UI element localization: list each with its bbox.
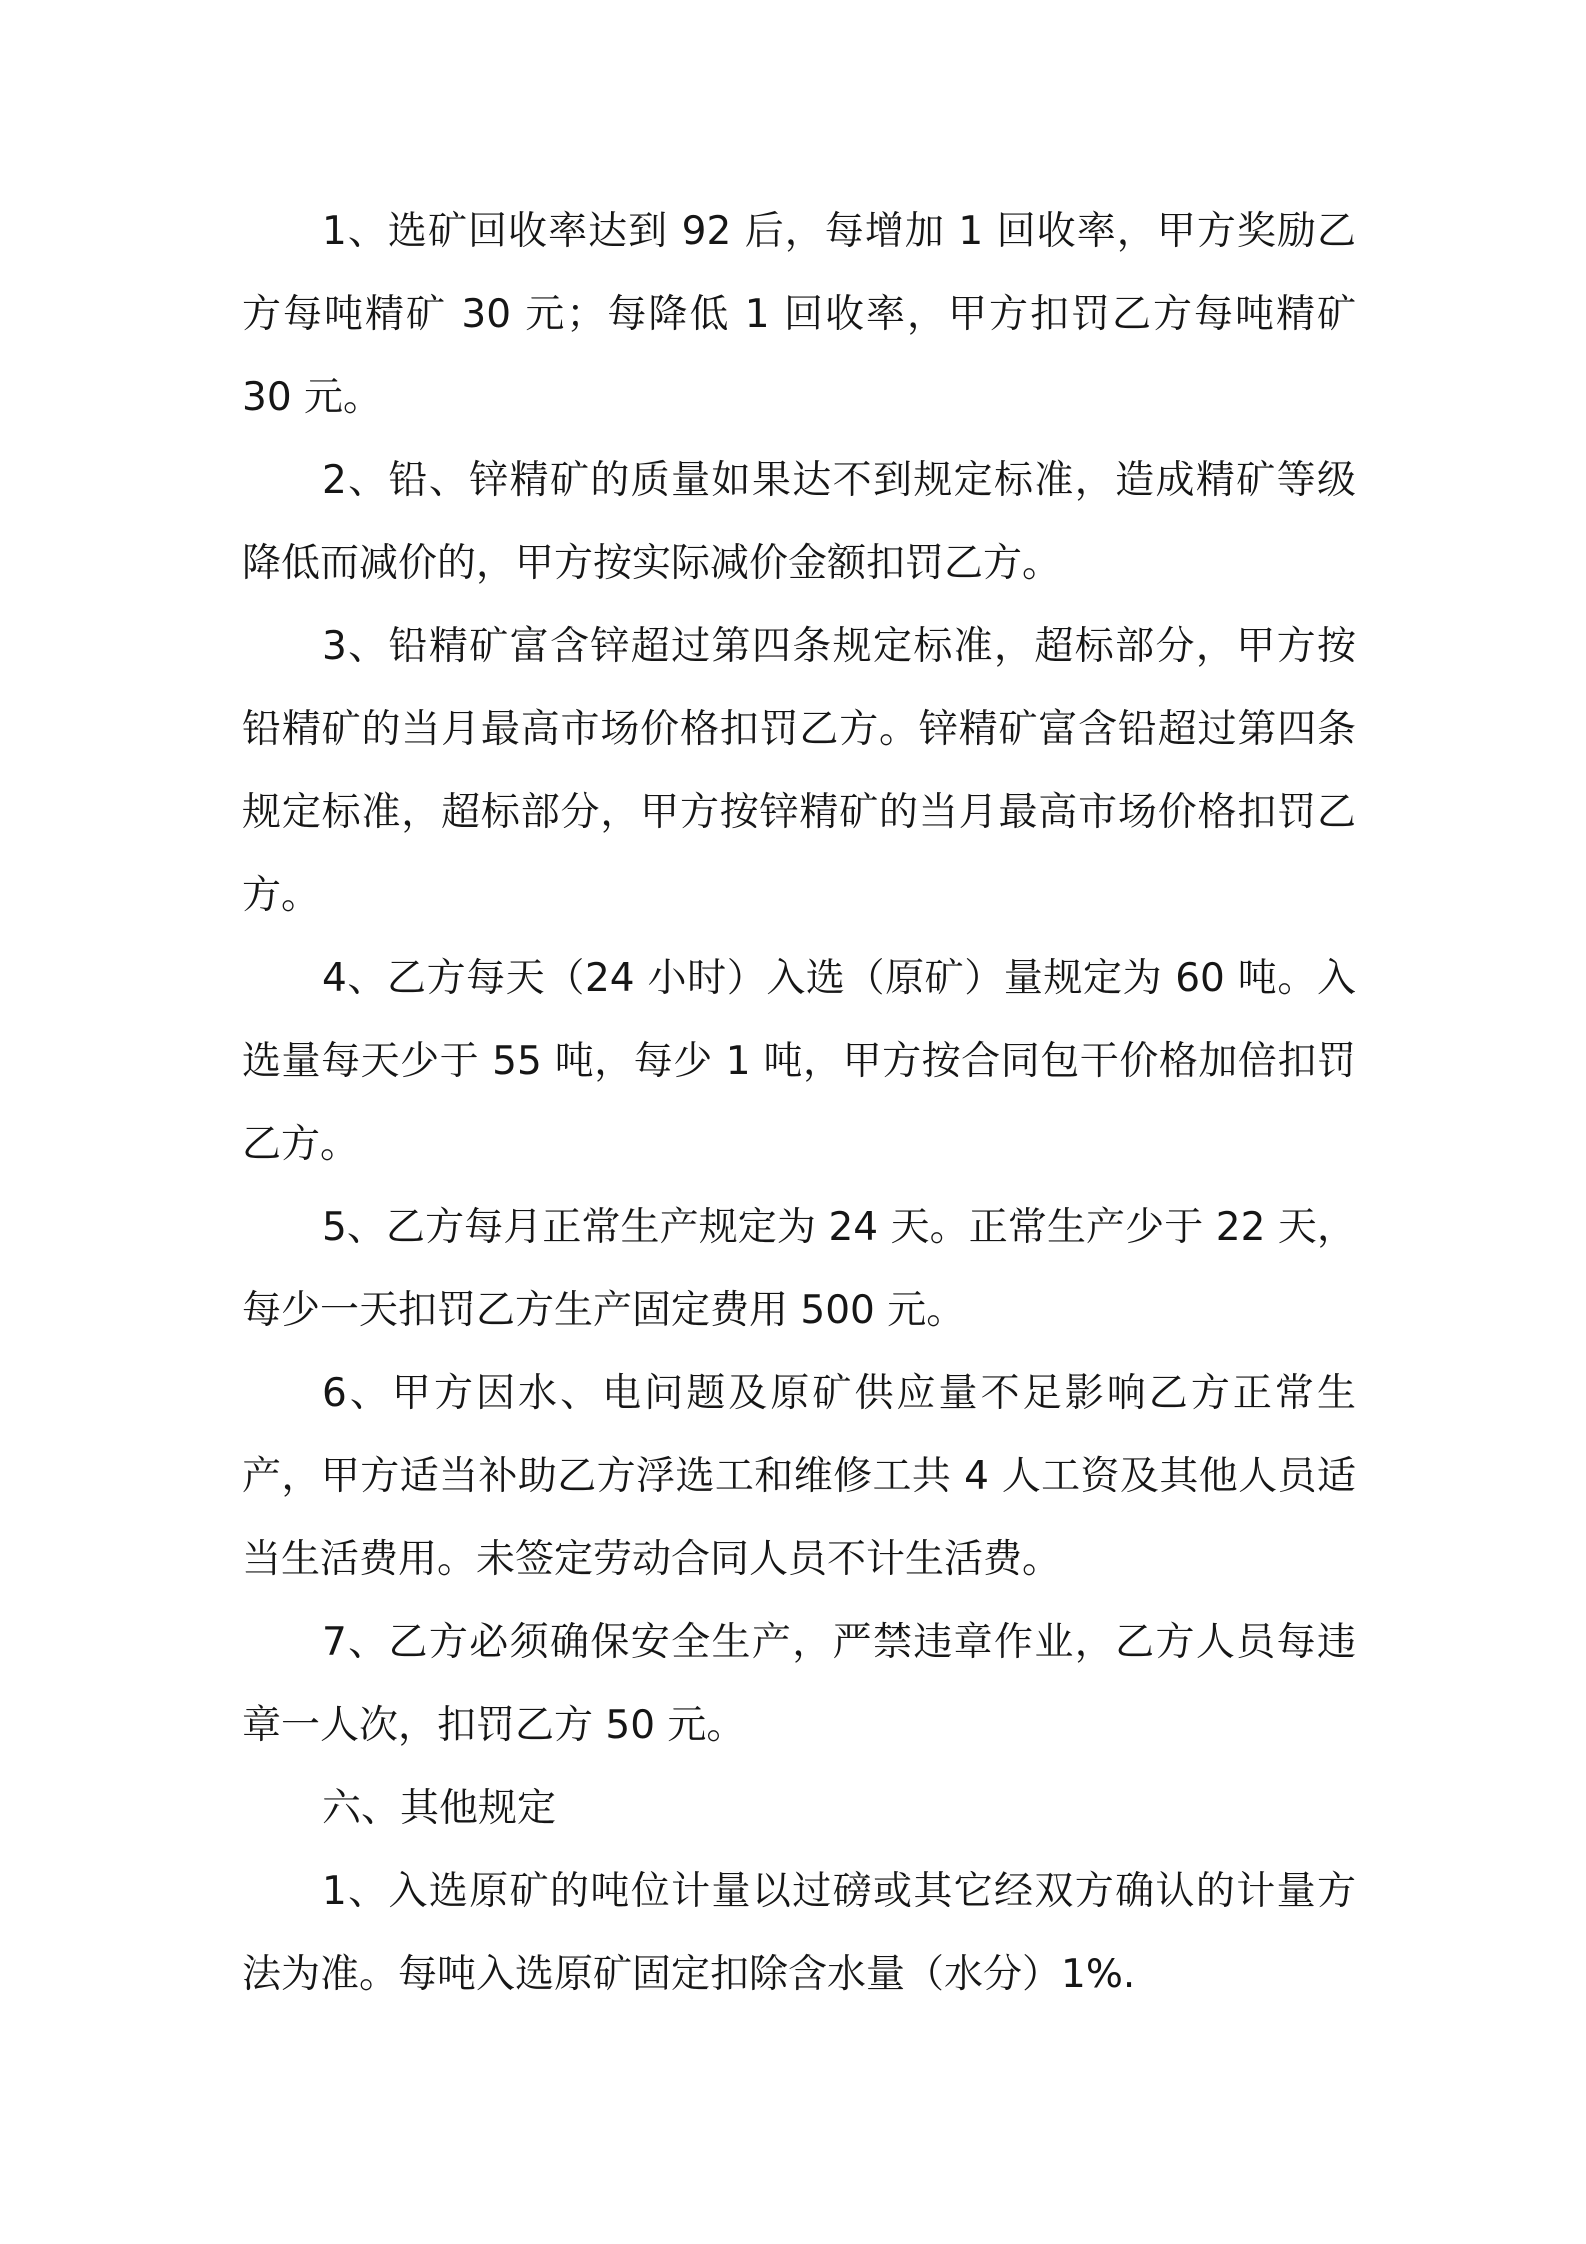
other-rule-1-weighing: 1、入选原矿的吨位计量以过磅或其它经双方确认的计量方法为准。每吨入选原矿固定扣除含水量（水分）1%. [242, 1869, 1356, 1997]
clause-5-monthly-production: 5、乙方每月正常生产规定为 24 天。正常生产少于 22 天，每少一天扣罚乙方生产固定费用 500 元。 [242, 1205, 1356, 1333]
clause-7-safety: 7、乙方必须确保安全生产，严禁违章作业，乙方人员每违章一人次，扣罚乙方 50 元。 [242, 1620, 1356, 1748]
clause-1-recovery-rate: 1、选矿回收率达到 92 后，每增加 1 回收率，甲方奖励乙方每吨精矿 30 元；每降低 1 回收率，甲方扣罚乙方每吨精矿 30 元。 [242, 209, 1356, 420]
document-body [242, 190, 1356, 2016]
clause-2-concentrate-quality: 2、铅、锌精矿的质量如果达不到规定标准，造成精矿等级降低而减价的，甲方按实际减价金额扣罚乙方。 [242, 458, 1356, 586]
clause-4-daily-throughput: 4、乙方每天（24 小时）入选（原矿）量规定为 60 吨。入选量每天少于 55 吨，每少 1 吨，甲方按合同包干价格加倍扣罚乙方。 [242, 956, 1356, 1167]
clause-6-water-power-subsidy: 6、甲方因水、电问题及原矿供应量不足影响乙方正常生产，甲方适当补助乙方浮选工和维修工共 4 人工资及其他人员适当生活费用。未签定劳动合同人员不计生活费。 [242, 1371, 1356, 1582]
section-heading-other-rules: 六、其他规定 [322, 1786, 557, 1831]
clause-3-cross-content: 3、铅精矿富含锌超过第四条规定标准，超标部分，甲方按铅精矿的当月最高市场价格扣罚乙方。锌精矿富含铅超过第四条规定标准，超标部分，甲方按锌精矿的当月最高市场价格扣罚乙方。 [242, 624, 1356, 918]
